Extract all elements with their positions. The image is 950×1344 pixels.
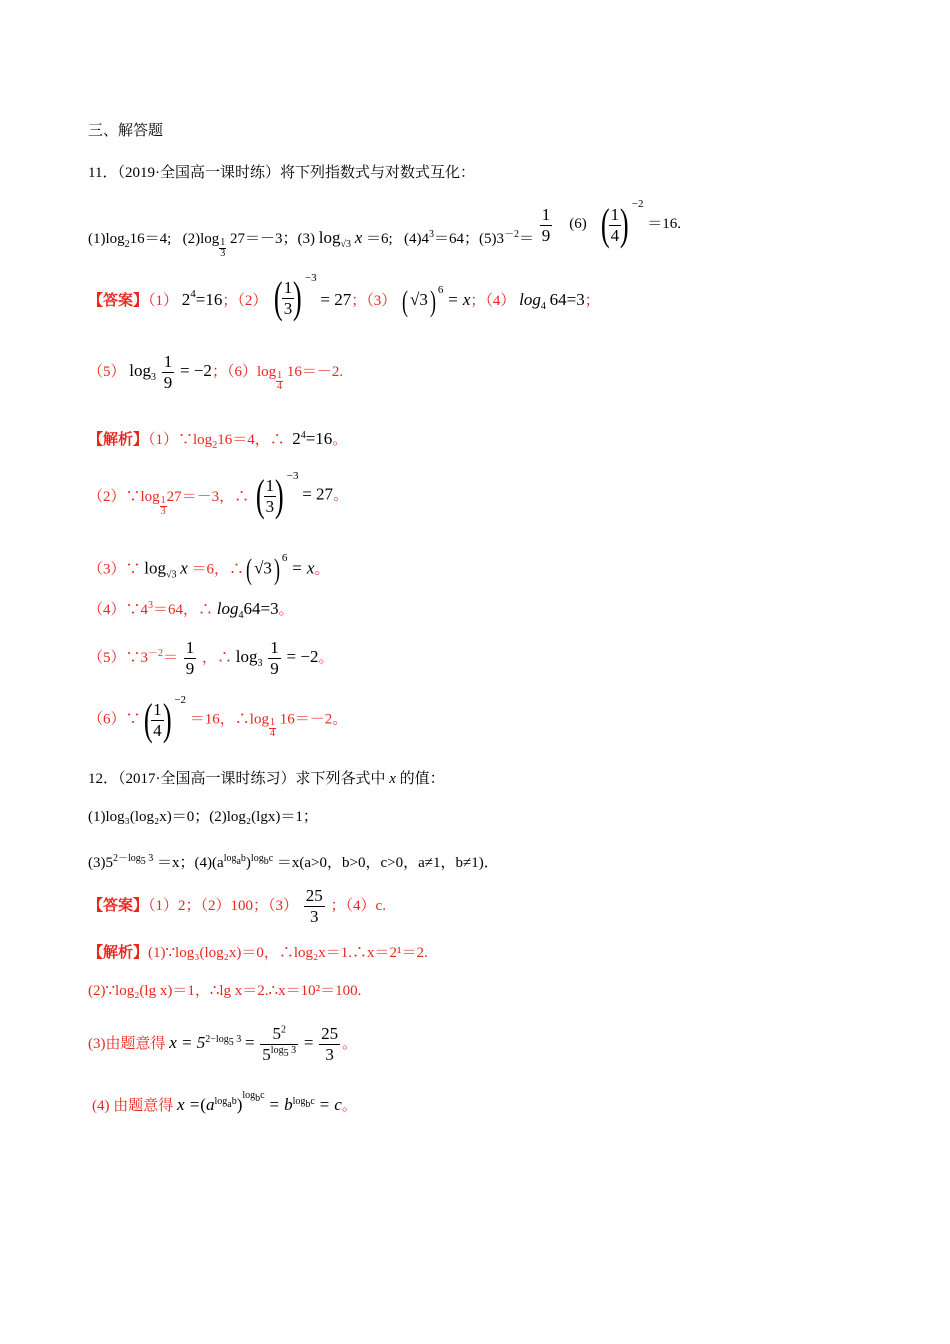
answer-label: 【答案】	[88, 293, 149, 310]
analysis-11-step-6: （6）∵( $\frac{1}{4}$ ) $^{-2}$ ＝16，∴log $\frac{1}{4}$ 16＝－2。	[88, 694, 348, 744]
answer-label-12: 【答案】	[88, 897, 149, 914]
analysis-11-step-3: （3）∵ $\log_{√3} x =6$，∴( √3) $^6$ = x。	[88, 552, 330, 586]
question-12-line-1: (1)log₃(log₂x)＝0；(2)log₂(lgx)＝1；	[88, 809, 318, 825]
analysis-12-step-4: (4) 由题意得 $x =(a^{log_ab})^{log_bc} = b^{log_bc} = c$。	[92, 1090, 357, 1114]
question-12-line-2: $(3)5^{2-log_5 3} =x$；$(4)(a^{log_ab})^{log_bc} =x(a>0$，b>0，c>0，a≠1，b≠1)．	[88, 853, 499, 871]
analysis-label-12: 【解析】	[88, 945, 149, 961]
answer-11-line-1: 【答案】（1） $2^4=16$；（2） ( $\frac{1}{3}$ ) $^{-3}$ = 27；（3） ( √3) $^6$ = x；（4） $\log_4 64=3$；	[88, 272, 600, 322]
analysis-12-step-2: (2)∵log₂(lg x)＝1，∴lg x＝2.∴x＝10²＝100.	[88, 983, 362, 999]
answer-12: 【答案】（1）2；（2）100；（3） $\frac{25}{3}$ ；（4）c.	[88, 886, 386, 926]
question-11-header: 11．（2019·全国高一课时练）将下列指数式与对数式互化：	[88, 165, 475, 181]
answer-11-line-2: （5） $\log_3$ $\frac{1}{9}$ = −2；（6）log $\frac{1}{4}$ 16＝－2.	[88, 352, 344, 392]
analysis-11-step-1: 【解析】$(1)\because\log_216=4$，∴ $2^4=16$。	[88, 429, 348, 451]
analysis-12-step-1: 【解析】(1)∵log₃(log₂x)＝0，∴log₂x＝1.∴x＝2¹＝2.	[88, 945, 428, 961]
question-11-items: $(1)\log_216=4$; (2)log $\frac{1}{3}$ 27＝－3；(3) $\log_{√3} x =6$; $(4)4^3=64$；$(5)3^{-2}=$ $\frac{1}{9}$ (6) ( $\frac{1}{4}$ ) $^{-2}$ ＝16.	[88, 198, 682, 260]
analysis-11-step-2: （2）∵log $\frac{1}{3}$ 27＝－3，∴ ( $\frac{1}{3}$ ) $^{-3}$ = 27。	[88, 470, 349, 520]
analysis-label: 【解析】	[88, 432, 149, 448]
analysis-11-step-5: $(5)\because 3^{-2}=$ $\frac{1}{9}$ ，∴ $\log_3$ $\frac{1}{9}$ = −2。	[88, 638, 334, 678]
section-title: 三、解答题	[88, 123, 164, 139]
analysis-12-step-3: (3)由题意得 $x = 5^{2-log_5 3}$ = $\frac{5^2}{5^{log_5 3}}$ = $\frac{25}{3}$ 。	[88, 1024, 358, 1064]
question-12-header: 12．（2017·全国高一课时练习）求下列各式中 x 的值：	[88, 771, 445, 787]
analysis-11-step-4: $(4)\because 4^3=64$，∴ $\log_464=3$。	[88, 599, 294, 621]
